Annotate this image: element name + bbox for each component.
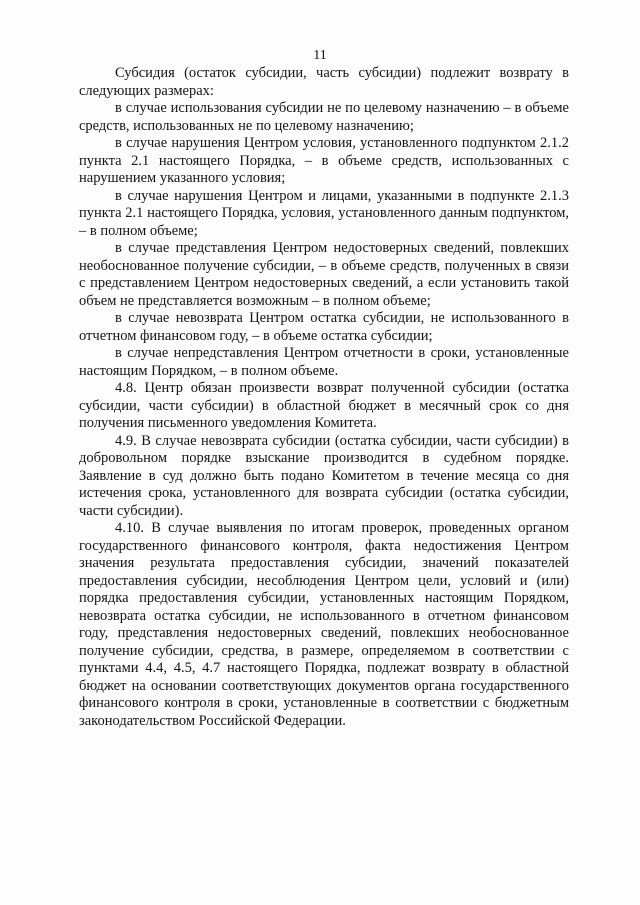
paragraph-false-information: в случае представления Центром недостоверных сведений, повлекших необоснованное получение субсидии, – в объеме средств, полученных в связи с представлением Центром недостоверных сведений, а если установить такой объем не представляется возможным – в полном объеме;: [79, 240, 569, 309]
paragraph-unreturned-balance: в случае невозврата Центром остатка субсидии, не использованного в отчетном финансовом году, – в объеме остатка субсидии;: [79, 310, 569, 344]
paragraph-no-report: в случае непредставления Центром отчетности в сроки, установленные настоящим Порядком, – в полном объеме.: [79, 345, 569, 379]
page-number: 11: [313, 48, 327, 63]
document-body: [79, 65, 569, 730]
paragraph-misuse: в случае использования субсидии не по целевому назначению – в объеме средств, использованных не по целевому назначению;: [79, 100, 569, 134]
paragraph-subsidy-return-intro: Субсидия (остаток субсидии, часть субсидии) подлежит возврату в следующих размерах:: [79, 65, 569, 99]
paragraph-4-10: 4.10. В случае выявления по итогам проверок, проведенных органом государственного финансового контроля, факта недостижения Центром значения результата предоставления субсидии, значений показателей предоставления субсидии, несоблюдения Центром цели, условий и (или) порядка предоставления субсидии, установленных настоящим Порядком, невозврата остатка субсидии, не использованного в отчетном финансовом году, представления недостоверных сведений, повлекших необоснованное получение субсидии, средства, в размере, определяемом в соответствии с пунктами 4.4, 4.5, 4.7 настоящего Порядка, подлежат возврату в областной бюджет на основании соответствующих документов органа государственного финансового контроля в сроки, установленные в соответствии с бюджетным законодательством Российской Федерации.: [79, 520, 569, 729]
paragraph-condition-violation: в случае нарушения Центром условия, установленного подпунктом 2.1.2 пункта 2.1 настоящего Порядка, – в объеме средств, использованных с нарушением указанного условия;: [79, 135, 569, 186]
paragraph-condition-violation-persons: в случае нарушения Центром и лицами, указанными в подпункте 2.1.3 пункта 2.1 настоящего Порядка, условия, установленного данным подпунктом, – в полном объеме;: [79, 187, 569, 239]
paragraph-4-9: 4.9. В случае невозврата субсидии (остатка субсидии, части субсидии) в добровольном порядке взыскание производится в судебном порядке. Заявление в суд должно быть подано Комитетом в течение месяца со дня истечения срока, установленного для возврата субсидии (остатка субсидии, части субсидии).: [79, 432, 569, 519]
paragraph-4-8: 4.8. Центр обязан произвести возврат полученной субсидии (остатка субсидии, части субсидии) в областной бюджет в месячный срок со дня получения письменного уведомления Комитета.: [79, 380, 569, 431]
